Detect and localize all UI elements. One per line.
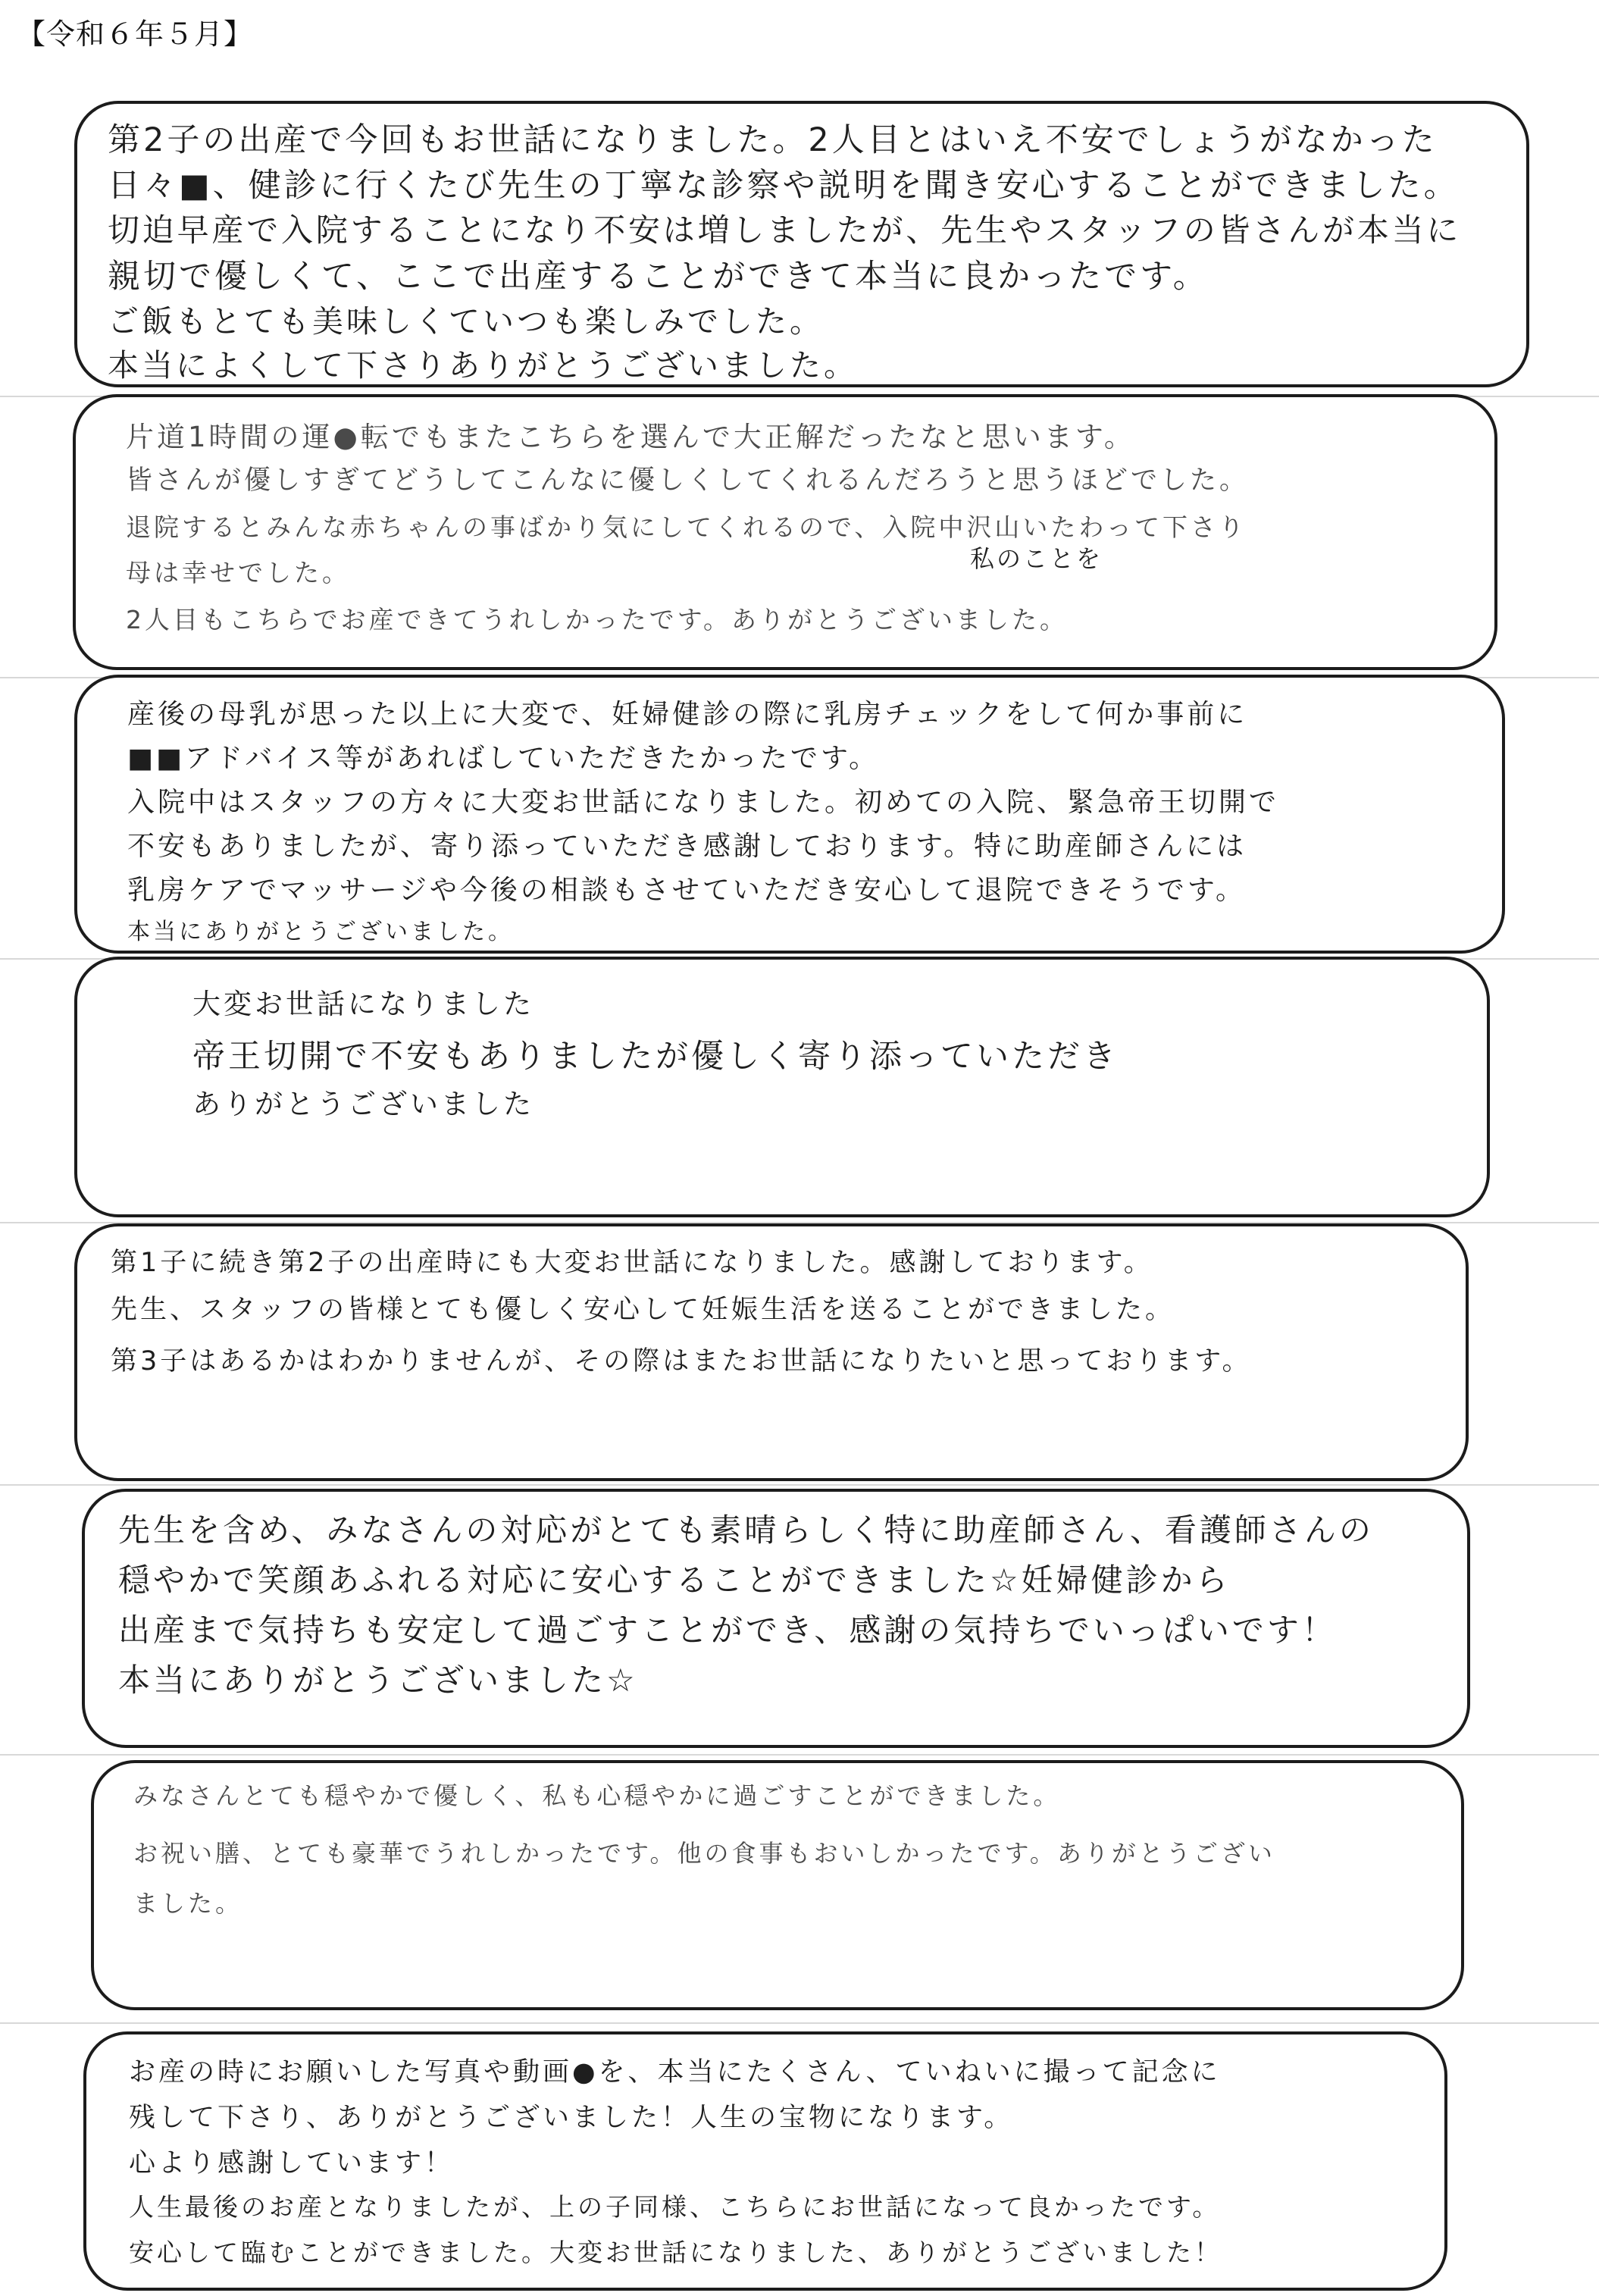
comment-line: お祝い膳、とても豪華でうれしかったです。他の食事もおいしかったです。ありがとうござい <box>133 1839 1275 1868</box>
comment-line: 先生、スタッフの皆様とても優しく安心して妊娠生活を送ることができました。 <box>111 1295 1175 1325</box>
comment-card-5 <box>74 1223 1469 1481</box>
inserted-note: 私のことを <box>970 544 1103 573</box>
comment-line: 皆さんが優しすぎてどうしてこんなに優しくしてくれるんだろうと思うほどでした。 <box>126 465 1250 496</box>
comment-line: 本当によくして下さりありがとうございました。 <box>108 347 858 384</box>
comment-line: 第3子はあるかはわかりませんが、その際はまたお世話になりたいと思っております。 <box>111 1346 1252 1377</box>
comment-line: 不安もありましたが、寄り添っていただき感謝しております。特に助産師さんには <box>127 831 1247 862</box>
comment-line: 残して下さり、ありがとうございました！人生の宝物になります。 <box>129 2103 1014 2133</box>
comment-card-7 <box>91 1760 1464 2010</box>
comment-line: 本当にありがとうございました☆ <box>118 1662 638 1699</box>
comment-line: 日々■、健診に行くたび先生の丁寧な診察や説明を聞き安心することができました。 <box>108 167 1460 205</box>
comment-line: 片道1時間の運●転でもまたこちらを選んで大正解だったなと思います。 <box>126 421 1135 453</box>
comment-line: 大変お世話になりました <box>192 988 534 1020</box>
comment-line: 安心して臨むことができました。大変お世話になりました、ありがとうございました！ <box>129 2238 1222 2267</box>
comment-line: ました。 <box>133 1889 243 1918</box>
comment-line: 親切で優しくて、ここで出産することができて本当に良かったです。 <box>108 258 1209 296</box>
comment-line: 帝王切開で不安もありましたが優しく寄り添っていただき <box>192 1038 1119 1076</box>
comment-line: 2人目もこちらでお産できてうれしかったです。ありがとうございました。 <box>126 605 1069 634</box>
comment-line: ありがとうございました <box>192 1088 534 1120</box>
comment-line: 入院中はスタッフの方々に大変お世話になりました。初めての入院、緊急帝王切開で <box>127 787 1280 818</box>
comment-card-2 <box>73 394 1497 670</box>
comment-line: 第1子に続き第2子の出産時にも大変お世話になりました。感謝しております。 <box>111 1248 1153 1278</box>
comment-card-3 <box>74 675 1505 954</box>
comment-line: 穏やかで笑顔あふれる対応に安心することができました☆妊婦健診から <box>118 1561 1231 1599</box>
comment-line: 人生最後のお産となりましたが、上の子同様、こちらにお世話になって良かったです。 <box>129 2192 1221 2222</box>
comment-line: 先生を含め、みなさんの対応がとても素晴らしく特に助産師さん、看護師さんの <box>118 1511 1374 1549</box>
comment-line: 心より感謝しています！ <box>129 2148 455 2179</box>
comment-line: 産後の母乳が思った以上に大変で、妊婦健診の際に乳房チェックをして何か事前に <box>127 699 1248 730</box>
comment-line: ■■アドバイス等があればしていただきたかったです。 <box>127 743 880 774</box>
comment-line: 退院するとみんな赤ちゃんの事ばかり気にしてくれるので、入院中沢山いたわって下さり <box>126 512 1247 542</box>
comment-card-1 <box>74 101 1529 387</box>
comment-line: 本当にありがとうございました。 <box>127 919 514 945</box>
comment-line: ご飯もとても美味しくていつも楽しみでした。 <box>108 303 824 340</box>
comment-line: みなさんとても穏やかで優しく、私も心穏やかに過ごすことができました。 <box>133 1781 1061 1810</box>
comment-line: 切迫早産で入院することになり不安は増しましたが、先生やスタッフの皆さんが本当に <box>108 211 1462 249</box>
comment-card-8 <box>83 2031 1447 2291</box>
comment-card-6 <box>82 1489 1470 1748</box>
comment-card-4 <box>74 957 1490 1217</box>
comment-line: 第2子の出産で今回もお世話になりました。2人目とはいえ不安でしょうがなかった <box>108 121 1438 159</box>
comment-line: 出産まで気持ちも安定して過ごすことができ、感謝の気持ちでいっぱいです！ <box>118 1612 1337 1649</box>
page-title: 【令和６年５月】 <box>17 17 254 51</box>
comment-line: 母は幸せでした。 <box>126 558 350 587</box>
comment-line: お産の時にお願いした写真や動画●を、本当にたくさん、ていねいに撮って記念に <box>129 2057 1221 2088</box>
comment-line: 乳房ケアでマッサージや今後の相談もさせていただき安心して退院できそうです。 <box>127 875 1247 906</box>
